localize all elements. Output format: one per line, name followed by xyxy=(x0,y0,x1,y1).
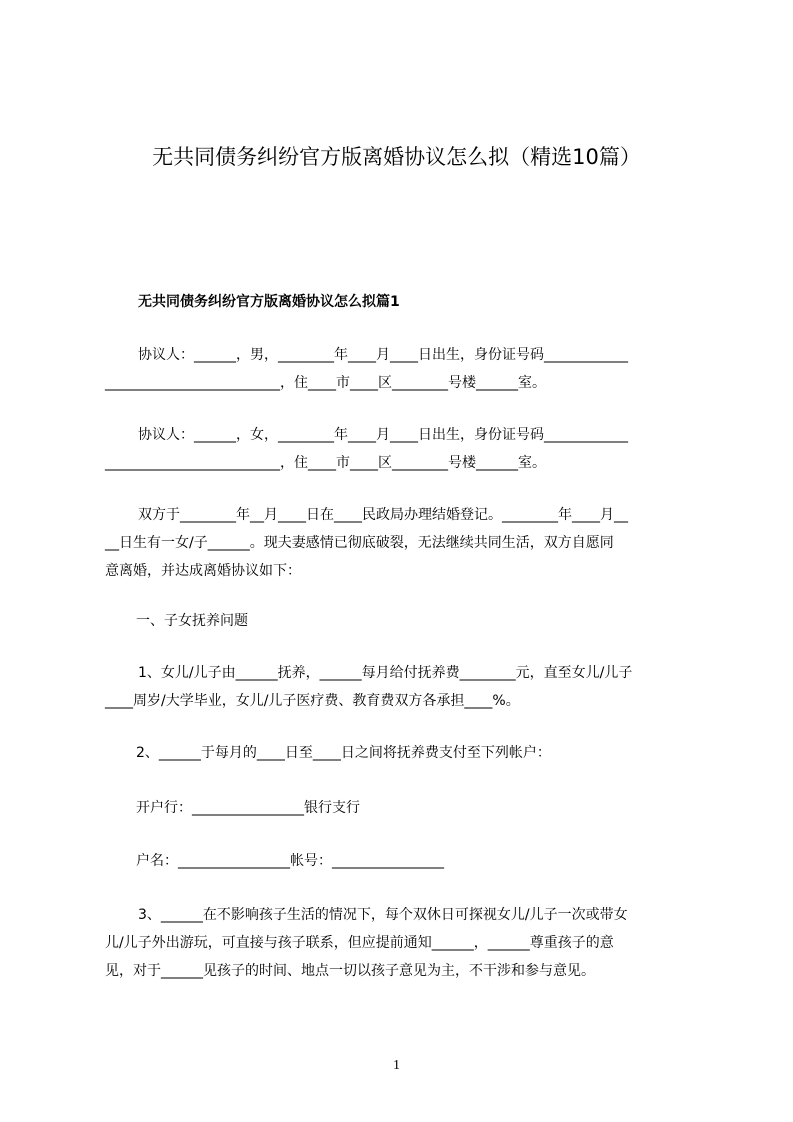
preamble-line-3: 意离婚，并达成离婚协议如下： xyxy=(105,563,301,579)
section-heading: 无共同债务纠纷官方版离婚协议怎么拟篇1 xyxy=(138,294,400,310)
item-2-line-1: 2、______于每月的____日至____日之间将抚养费支付至下列帐户： xyxy=(136,745,551,761)
item-3-line-3: 见，对于______见孩子的时间、地点一切以孩子意见为主，不干涉和参与意见。 xyxy=(105,963,595,979)
party1-line-1: 协议人：______，男，________年____月____日出生，身份证号码____________ xyxy=(138,347,628,363)
item-1-line-2: ____周岁/大学毕业，女儿/儿子医疗费、教育费双方各承担____%。 xyxy=(105,693,520,709)
item-3-line-1: 3、______在不影响孩子生活的情况下，每个双休日可探视女儿/儿子一次或带女 xyxy=(138,907,628,923)
party2-line-1: 协议人：______，女，________年____月____日出生，身份证号码____________ xyxy=(138,427,628,443)
preamble-line-1: 双方于________年__月____日在____民政局办理结婚登记。________年____月__ xyxy=(138,507,628,523)
item-3-line-2: 儿/儿子外出游玩，可直接与孩子联系，但应提前通知______，______尊重孩子的意 xyxy=(105,935,614,951)
preamble-line-2: __日生有一女/子______。现夫妻感情已彻底破裂，无法继续共同生活，双方自愿同 xyxy=(105,535,614,551)
document-title: 无共同债务纠纷官方版离婚协议怎么拟（精选10篇） xyxy=(152,145,641,169)
bank-line: 开户行：________________银行支行 xyxy=(136,800,360,816)
section-1-heading: 一、子女抚养问题 xyxy=(136,613,248,629)
party2-line-2: _________________________，住____市____区________号楼______室。 xyxy=(105,455,546,471)
party1-line-2: _________________________，住____市____区________号楼______室。 xyxy=(105,375,546,391)
page-number: 1 xyxy=(393,1058,400,1073)
item-1-line-1: 1、女儿/儿子由______抚养，______每月给付抚养费________元，直至女儿/儿子 xyxy=(138,665,633,681)
account-line: 户名：________________帐号：________________ xyxy=(136,853,444,869)
